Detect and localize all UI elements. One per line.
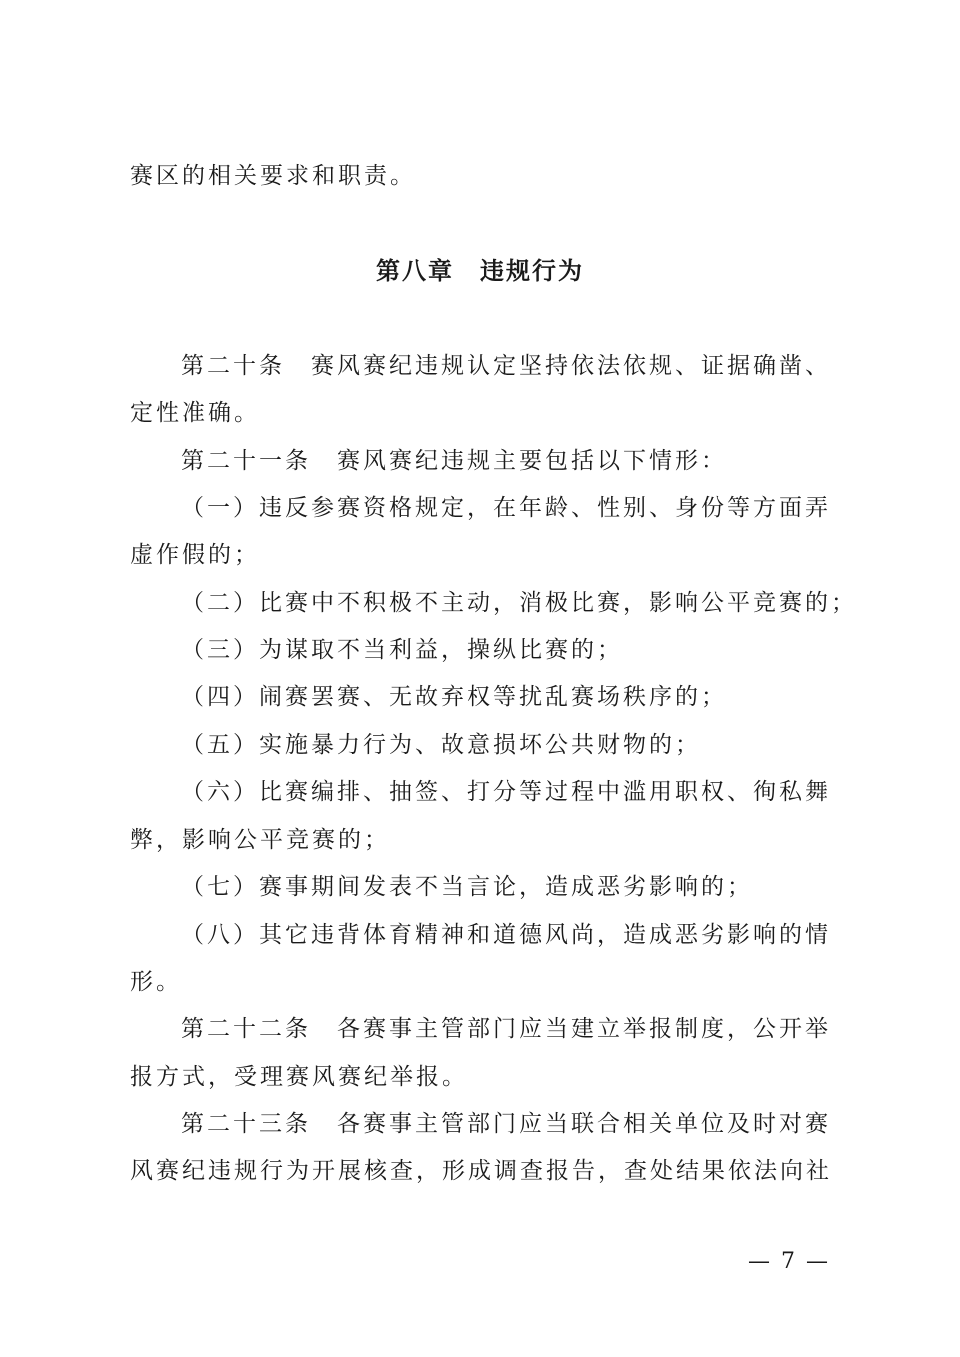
chapter-heading: 第八章 违规行为 <box>376 257 584 285</box>
item-2: （二）比赛中不积极不主动，消极比赛，影响公平竞赛的； <box>181 590 857 616</box>
article-21: 第二十一条 赛风赛纪违规主要包括以下情形： <box>181 448 727 474</box>
item-4: （四）闹赛罢赛、无故弃权等扰乱赛场秩序的； <box>181 684 727 710</box>
item-8-line-2: 形。 <box>130 969 182 995</box>
article-22-line-2: 报方式，受理赛风赛纪举报。 <box>130 1064 468 1090</box>
item-1-line-1: （一）违反参赛资格规定，在年龄、性别、身份等方面弄 <box>181 495 831 521</box>
item-6-line-1: （六）比赛编排、抽签、打分等过程中滥用职权、徇私舞 <box>181 779 831 805</box>
paragraph-continuation: 赛区的相关要求和职责。 <box>130 163 416 189</box>
item-8-line-1: （八）其它违背体育精神和道德风尚，造成恶劣影响的情 <box>181 922 831 948</box>
item-6-line-2: 弊，影响公平竞赛的； <box>130 827 390 853</box>
article-20-line-1: 第二十条 赛风赛纪违规认定坚持依法依规、证据确凿、 <box>181 353 831 379</box>
item-7: （七）赛事期间发表不当言论，造成恶劣影响的； <box>181 874 753 900</box>
item-3: （三）为谋取不当利益，操纵比赛的； <box>181 637 623 663</box>
page-number: — 7 — <box>748 1249 830 1274</box>
item-1-line-2: 虚作假的； <box>130 542 260 568</box>
item-5: （五）实施暴力行为、故意损坏公共财物的； <box>181 732 701 758</box>
article-23-line-1: 第二十三条 各赛事主管部门应当联合相关单位及时对赛 <box>181 1111 831 1137</box>
article-23-line-2: 风赛纪违规行为开展核查，形成调查报告，查处结果依法向社 <box>130 1158 832 1184</box>
article-22-line-1: 第二十二条 各赛事主管部门应当建立举报制度，公开举 <box>181 1016 831 1042</box>
article-20-line-2: 定性准确。 <box>130 400 260 426</box>
